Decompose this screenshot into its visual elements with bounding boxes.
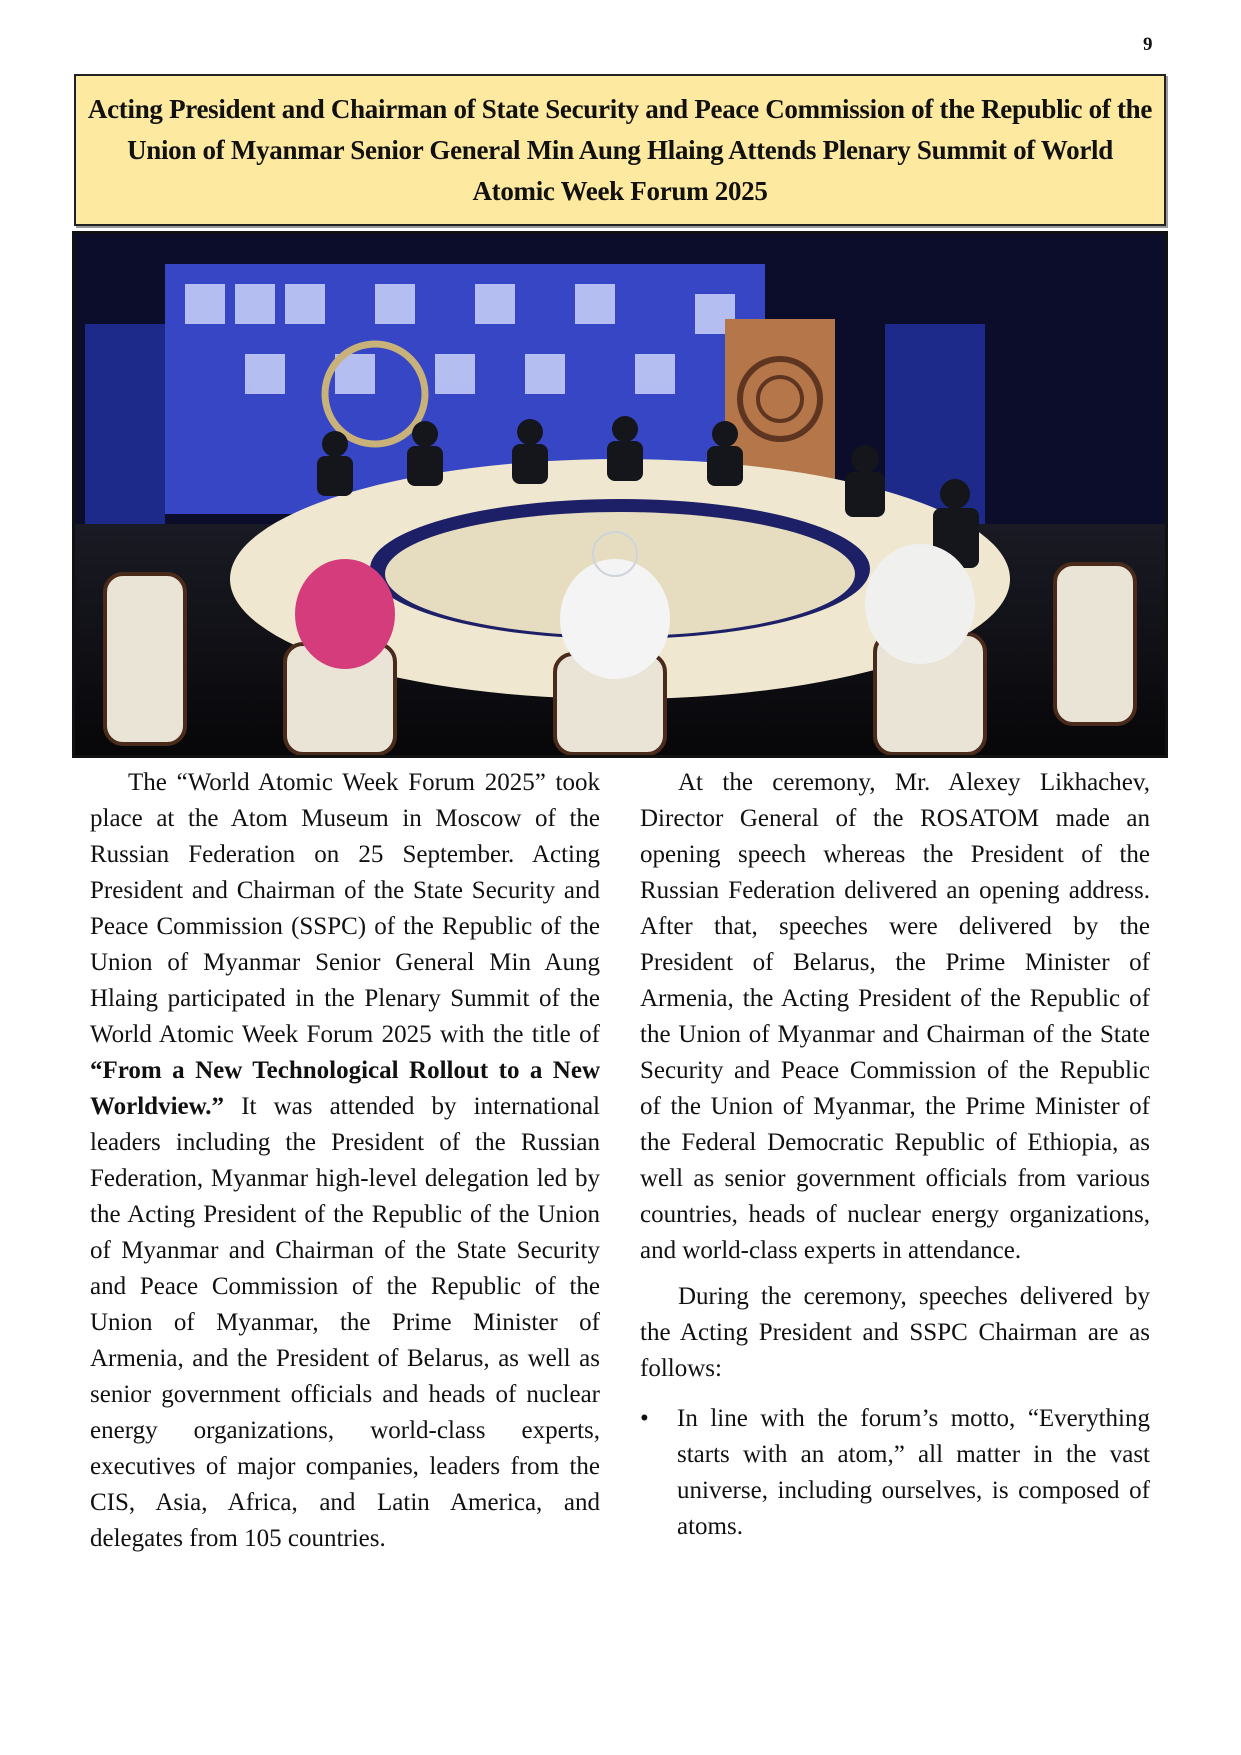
article-title: Acting President and Chairman of State Security and Peace Commission of the Republic of the Union of Myanmar Senior General Min Aung Hlaing Attends Plenary Summit of World Atomic Week Forum 2025	[87, 93, 1153, 206]
photo-illustration	[75, 234, 1165, 755]
right-column	[640, 765, 1150, 1545]
speech-points-list	[640, 1401, 1150, 1545]
right-paragraph-2: During the ceremony, speeches delivered by the Acting President and SSPC Chairman are as follows:	[640, 1283, 1150, 1382]
title-banner	[74, 74, 1166, 226]
bullet-icon: •	[640, 1405, 649, 1432]
bullet-text: In line with the forum’s motto, “Everything starts with an atom,” all matter in the vast universe, including ourselves, is composed of atoms.	[677, 1405, 1150, 1540]
body-text: It was attended by international leaders including the President of the Russian Federation, Myanmar high-level delegation led by the Acting President of the Republic of the Union of Myanmar and Chairman of the State Security and Peace Commission of the Republic of the Union of Myanmar, the Prime Minister of Armenia, and the President of Belarus, as well as senior government officials and heads of nuclear energy organizations, world-class experts, executives of major companies, leaders from the CIS, Asia, Africa, and Latin America, and delegates from 105 countries.	[90, 1093, 600, 1552]
page-number: 9	[1143, 34, 1153, 55]
list-item	[640, 1401, 1150, 1545]
banner-left	[85, 324, 165, 524]
right-paragraph-1: At the ceremony, Mr. Alexey Likhachev, Director General of the ROSATOM made an opening speech whereas the President of the Russian Federation delivered an opening address. After that, speeches were delivered by the President of Belarus, the Prime Minister of Armenia, the Acting President of the Republic of the Union of Myanmar and Chairman of the State Security and Peace Commission of the Republic of the Union of Myanmar, the Prime Minister of the Federal Democratic Republic of Ethiopia, as well as senior government officials from various countries, heads of nuclear energy organizations, and world-class experts in attendance.	[640, 769, 1150, 1264]
delegate-pink-jacket	[295, 559, 395, 669]
forum-photo	[72, 231, 1168, 758]
body-text: The “World Atomic Week Forum 2025” took place at the Atom Museum in Moscow of the Russian Federation on 25 September. Acting President and Chairman of the State Security and Peace Commission (SSPC) of the Republic of the Union of Myanmar Senior General Min Aung Hlaing participated in the Plenary Summit of the World Atomic Week Forum 2025 with the title of	[90, 769, 600, 1048]
forum-title-bold: “From a New Technological Rollout to a New Worldview.”	[90, 1057, 600, 1120]
left-column	[90, 765, 600, 1567]
left-paragraph-1	[90, 765, 600, 1557]
delegate-white-robe	[865, 544, 975, 664]
